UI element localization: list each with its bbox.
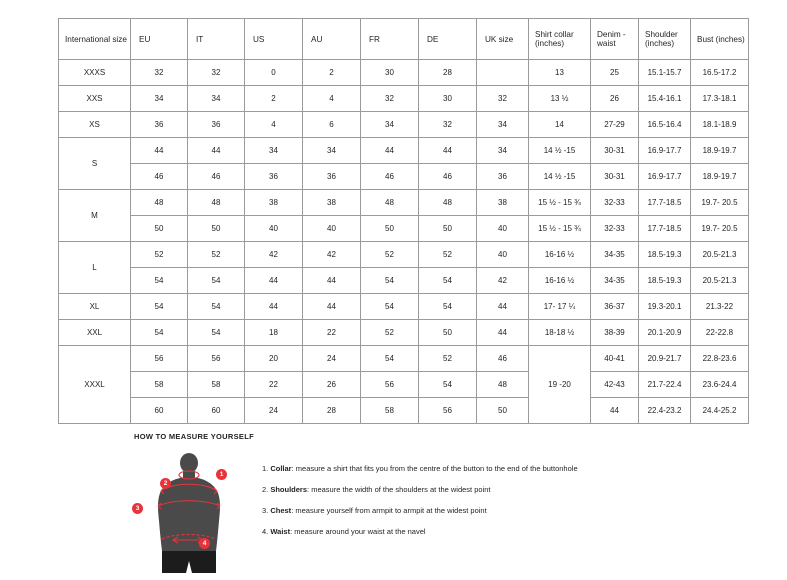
cell: 0 xyxy=(245,60,303,86)
cell: 46 xyxy=(131,164,188,190)
cell: 52 xyxy=(419,346,477,372)
table-body xyxy=(59,60,749,424)
column-header-eu: EU xyxy=(131,19,188,60)
measure-step: 2. Shoulders: measure the width of the shoulders at the widest point xyxy=(262,485,491,494)
cell: 36 xyxy=(477,164,529,190)
how-to-measure-body xyxy=(134,451,694,575)
cell: 34 xyxy=(131,86,188,112)
measure-step-label: Waist xyxy=(270,527,291,536)
cell: 54 xyxy=(188,320,245,346)
cell: 42 xyxy=(245,242,303,268)
measure-step: 4. Waist: measure around your waist at the navel xyxy=(262,527,426,536)
cell: 44 xyxy=(591,398,639,424)
cell: 30 xyxy=(361,60,419,86)
cell xyxy=(477,60,529,86)
cell: 52 xyxy=(131,242,188,268)
cell: 24 xyxy=(245,398,303,424)
table-row xyxy=(59,372,749,398)
cell: 54 xyxy=(361,294,419,320)
table-row xyxy=(59,346,749,372)
cell: 42 xyxy=(477,268,529,294)
cell: 34 xyxy=(303,138,361,164)
cell: 54 xyxy=(131,294,188,320)
cell: 2 xyxy=(303,60,361,86)
cell: 15.4-16.1 xyxy=(639,86,691,112)
cell: 56 xyxy=(188,346,245,372)
cell: 17.3-18.1 xyxy=(691,86,749,112)
cell: 54 xyxy=(419,372,477,398)
how-to-measure-title: HOW TO MEASURE YOURSELF xyxy=(134,432,254,441)
cell: 19.7- 20.5 xyxy=(691,190,749,216)
cell: 44 xyxy=(477,320,529,346)
cell: 44 xyxy=(419,138,477,164)
cell-international-size: XL xyxy=(59,294,131,320)
cell: 44 xyxy=(188,138,245,164)
cell: 56 xyxy=(131,346,188,372)
cell: 30-31 xyxy=(591,164,639,190)
cell: 40-41 xyxy=(591,346,639,372)
cell: 48 xyxy=(477,372,529,398)
cell: 52 xyxy=(361,320,419,346)
cell: 54 xyxy=(131,320,188,346)
callout-1: 1 xyxy=(216,469,227,480)
cell: 36 xyxy=(245,164,303,190)
cell: 15 ½ - 15 ¾ xyxy=(529,216,591,242)
cell: 54 xyxy=(131,268,188,294)
cell: 18.9-19.7 xyxy=(691,164,749,190)
cell: 13 xyxy=(529,60,591,86)
cell-international-size: XXS xyxy=(59,86,131,112)
cell: 34 xyxy=(245,138,303,164)
callout-3: 3 xyxy=(132,503,143,514)
cell: 40 xyxy=(245,216,303,242)
column-header-denim-waist: Denim - waist xyxy=(591,19,639,60)
cell: 54 xyxy=(361,268,419,294)
measure-step-text: : measure yourself from armpit to armpit at the widest point xyxy=(291,506,487,515)
column-header-shoulder: Shoulder (inches) xyxy=(639,19,691,60)
cell: 13 ½ xyxy=(529,86,591,112)
cell: 25 xyxy=(591,60,639,86)
table-header xyxy=(59,19,749,60)
cell-international-size: XXXL xyxy=(59,346,131,424)
cell: 50 xyxy=(419,216,477,242)
cell: 4 xyxy=(303,86,361,112)
measure-step: 3. Chest: measure yourself from armpit to armpit at the widest point xyxy=(262,506,487,515)
table-row xyxy=(59,190,749,216)
cell: 14 ½ -15 xyxy=(529,164,591,190)
cell: 32 xyxy=(188,60,245,86)
cell: 48 xyxy=(131,190,188,216)
cell: 44 xyxy=(361,138,419,164)
cell: 38 xyxy=(303,190,361,216)
table-row xyxy=(59,164,749,190)
cell: 18.5-19.3 xyxy=(639,242,691,268)
cell-international-size: XXXS xyxy=(59,60,131,86)
table-row xyxy=(59,242,749,268)
cell: 22.4-23.2 xyxy=(639,398,691,424)
cell: 42 xyxy=(303,242,361,268)
cell: 23.6-24.4 xyxy=(691,372,749,398)
cell: 32 xyxy=(131,60,188,86)
cell: 48 xyxy=(361,190,419,216)
cell: 16-16 ½ xyxy=(529,242,591,268)
cell: 27-29 xyxy=(591,112,639,138)
cell: 32-33 xyxy=(591,216,639,242)
cell-international-size: S xyxy=(59,138,131,190)
cell: 34-35 xyxy=(591,268,639,294)
cell: 17- 17 ¼ xyxy=(529,294,591,320)
cell: 54 xyxy=(361,346,419,372)
cell: 34 xyxy=(477,138,529,164)
measure-step-number: 4 xyxy=(262,527,267,536)
cell: 14 ½ -15 xyxy=(529,138,591,164)
cell: 58 xyxy=(188,372,245,398)
cell: 16.5-16.4 xyxy=(639,112,691,138)
cell: 24 xyxy=(303,346,361,372)
cell: 56 xyxy=(419,398,477,424)
cell: 36 xyxy=(188,112,245,138)
cell: 32-33 xyxy=(591,190,639,216)
cell: 44 xyxy=(245,294,303,320)
cell: 34-35 xyxy=(591,242,639,268)
cell: 44 xyxy=(131,138,188,164)
cell: 56 xyxy=(361,372,419,398)
cell: 50 xyxy=(419,320,477,346)
column-header-uk-size: UK size xyxy=(477,19,529,60)
cell: 20.5-21.3 xyxy=(691,268,749,294)
cell: 18.5-19.3 xyxy=(639,268,691,294)
measure-step-label: Collar xyxy=(270,464,292,473)
cell: 24.4-25.2 xyxy=(691,398,749,424)
table-row xyxy=(59,86,749,112)
measure-step-text: : measure around your waist at the navel xyxy=(290,527,426,536)
cell: 34 xyxy=(477,112,529,138)
cell: 46 xyxy=(419,164,477,190)
cell: 32 xyxy=(419,112,477,138)
cell: 32 xyxy=(361,86,419,112)
measure-step-number: 3 xyxy=(262,506,267,515)
measure-step-number: 2 xyxy=(262,485,267,494)
cell: 20 xyxy=(245,346,303,372)
cell: 54 xyxy=(188,268,245,294)
cell: 16-16 ½ xyxy=(529,268,591,294)
cell: 16.9-17.7 xyxy=(639,164,691,190)
cell: 50 xyxy=(188,216,245,242)
measure-step-label: Chest xyxy=(270,506,292,515)
how-to-measure-section xyxy=(134,432,694,575)
measure-step-number: 1 xyxy=(262,464,267,473)
table-row xyxy=(59,216,749,242)
table-header-row xyxy=(59,19,749,60)
column-header-it: IT xyxy=(188,19,245,60)
column-header-bust: Bust (inches) xyxy=(691,19,749,60)
cell: 48 xyxy=(419,190,477,216)
cell: 38 xyxy=(245,190,303,216)
cell: 44 xyxy=(477,294,529,320)
cell: 52 xyxy=(361,242,419,268)
torso-illustration-svg xyxy=(134,451,244,575)
cell: 20.1-20.9 xyxy=(639,320,691,346)
table-row xyxy=(59,398,749,424)
table-row xyxy=(59,138,749,164)
cell: 14 xyxy=(529,112,591,138)
cell: 20.9-21.7 xyxy=(639,346,691,372)
cell: 22-22.8 xyxy=(691,320,749,346)
cell: 15 ½ - 15 ¾ xyxy=(529,190,591,216)
callout-2: 2 xyxy=(160,478,171,489)
cell: 58 xyxy=(361,398,419,424)
table-row xyxy=(59,268,749,294)
cell: 44 xyxy=(303,268,361,294)
cell: 42-43 xyxy=(591,372,639,398)
cell: 28 xyxy=(303,398,361,424)
cell: 40 xyxy=(303,216,361,242)
cell: 58 xyxy=(131,372,188,398)
cell: 21.3-22 xyxy=(691,294,749,320)
cell: 22.8-23.6 xyxy=(691,346,749,372)
cell: 26 xyxy=(303,372,361,398)
cell: 60 xyxy=(188,398,245,424)
cell: 40 xyxy=(477,216,529,242)
cell: 60 xyxy=(131,398,188,424)
callout-4: 4 xyxy=(199,538,210,549)
cell: 44 xyxy=(303,294,361,320)
cell: 36 xyxy=(303,164,361,190)
cell: 22 xyxy=(245,372,303,398)
cell: 46 xyxy=(361,164,419,190)
column-header-fr: FR xyxy=(361,19,419,60)
size-chart-table xyxy=(58,18,749,424)
cell: 34 xyxy=(188,86,245,112)
cell: 46 xyxy=(477,346,529,372)
cell: 16.9-17.7 xyxy=(639,138,691,164)
column-header-shirt-collar: Shirt collar (inches) xyxy=(529,19,591,60)
table-row xyxy=(59,294,749,320)
cell: 34 xyxy=(361,112,419,138)
cell: 32 xyxy=(477,86,529,112)
cell: 4 xyxy=(245,112,303,138)
cell: 19.7- 20.5 xyxy=(691,216,749,242)
cell: 28 xyxy=(419,60,477,86)
cell: 16.5-17.2 xyxy=(691,60,749,86)
cell: 50 xyxy=(477,398,529,424)
cell: 50 xyxy=(361,216,419,242)
cell: 17.7-18.5 xyxy=(639,216,691,242)
cell: 38-39 xyxy=(591,320,639,346)
cell: 36-37 xyxy=(591,294,639,320)
cell: 52 xyxy=(188,242,245,268)
cell: 6 xyxy=(303,112,361,138)
cell: 18.9-19.7 xyxy=(691,138,749,164)
cell: 19.3-20.1 xyxy=(639,294,691,320)
cell: 36 xyxy=(131,112,188,138)
cell: 40 xyxy=(477,242,529,268)
cell: 54 xyxy=(419,294,477,320)
cell: 54 xyxy=(188,294,245,320)
cell: 30-31 xyxy=(591,138,639,164)
cell: 18 xyxy=(245,320,303,346)
table-row xyxy=(59,60,749,86)
torso-diagram xyxy=(134,451,244,575)
cell-international-size: L xyxy=(59,242,131,294)
cell: 54 xyxy=(419,268,477,294)
measure-steps-list xyxy=(262,451,578,547)
cell-international-size: M xyxy=(59,190,131,242)
cell: 50 xyxy=(131,216,188,242)
measure-step-text: : measure the width of the shoulders at the widest point xyxy=(307,485,491,494)
table-row xyxy=(59,112,749,138)
column-header-international-size: International size xyxy=(59,19,131,60)
cell: 30 xyxy=(419,86,477,112)
cell: 17.7-18.5 xyxy=(639,190,691,216)
cell: 38 xyxy=(477,190,529,216)
cell: 21.7-22.4 xyxy=(639,372,691,398)
cell: 44 xyxy=(245,268,303,294)
column-header-au: AU xyxy=(303,19,361,60)
table-row xyxy=(59,320,749,346)
column-header-us: US xyxy=(245,19,303,60)
measure-step-label: Shoulders xyxy=(270,485,308,494)
cell: 22 xyxy=(303,320,361,346)
cell: 52 xyxy=(419,242,477,268)
measure-step-text: : measure a shirt that fits you from the centre of the button to the end of the buttonhole xyxy=(291,464,578,473)
column-header-de: DE xyxy=(419,19,477,60)
cell: 48 xyxy=(188,190,245,216)
cell: 18.1-18.9 xyxy=(691,112,749,138)
cell: 18-18 ½ xyxy=(529,320,591,346)
cell: 2 xyxy=(245,86,303,112)
cell-international-size: XS xyxy=(59,112,131,138)
cell: 46 xyxy=(188,164,245,190)
cell: 20.5-21.3 xyxy=(691,242,749,268)
cell: 26 xyxy=(591,86,639,112)
measure-step: 1. Collar: measure a shirt that fits you from the centre of the button to the end of the buttonhole xyxy=(262,464,578,473)
cell: 15.1-15.7 xyxy=(639,60,691,86)
cell-international-size: XXL xyxy=(59,320,131,346)
cell-shirt-collar: 19 -20 xyxy=(529,346,591,424)
